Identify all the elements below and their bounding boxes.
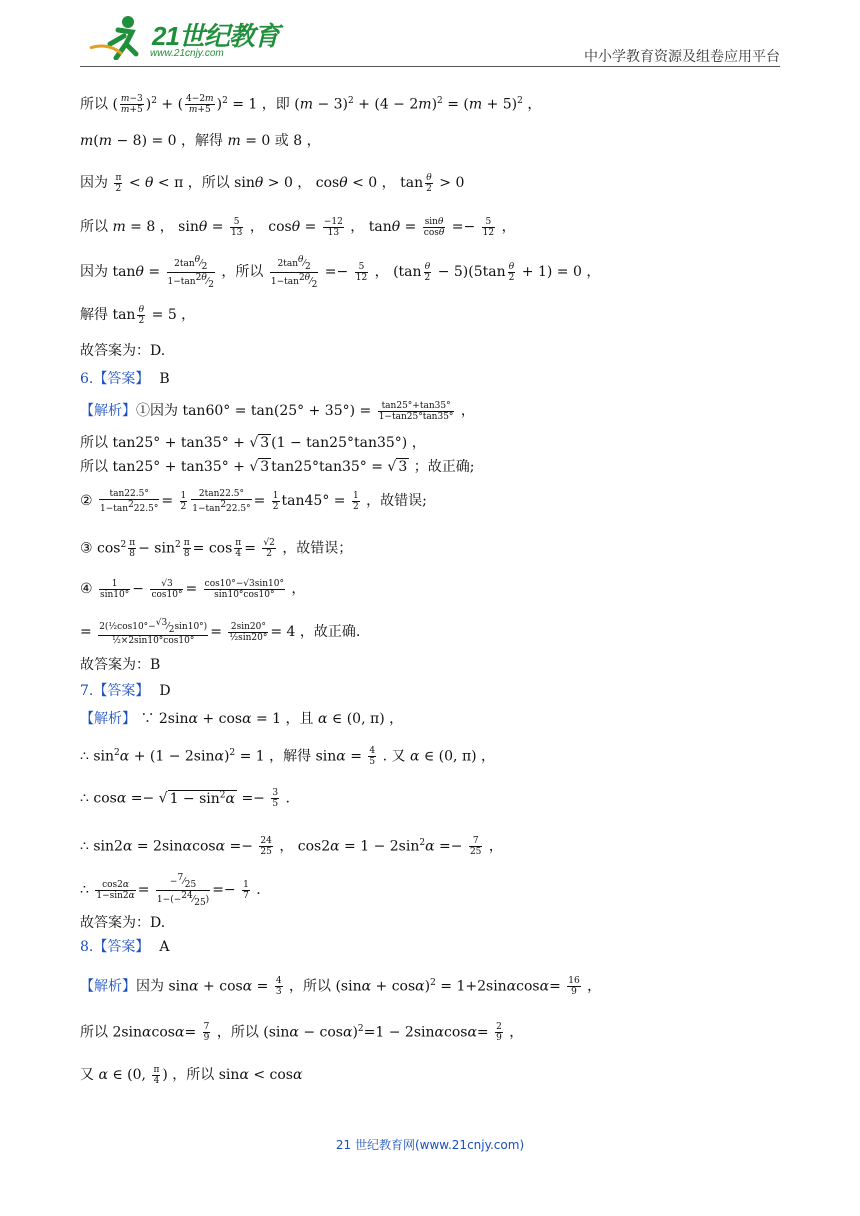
- math-line: ∴ $\frac{\cos 2\alpha}{1-\sin 2\alpha}$ = $\frac{-^7⁄_{25}}{1-(-^{24}⁄_{25})}$ =− $\frac{1}{7}$ .: [80, 872, 261, 908]
- answer-8: 8.【答案】 A: [80, 939, 170, 955]
- logo-url: www.21cnjy.com: [150, 48, 224, 59]
- solution-content: [80, 84, 780, 1092]
- conclusion: 故答案为：B: [80, 657, 161, 673]
- math-line: 【解析】因为 sinα + cosα = $\frac{4}{3}$ ，所以 $(\sin\alpha + \cos\alpha)^2 = 1+2\sin\alpha\cos\alpha=$ $\frac{16}{9}$ ，: [80, 976, 602, 998]
- math-line: 又 α ∈ (0, $\frac{\pi}{4}$ ) ，所以 sinα < cosα: [80, 1064, 303, 1086]
- platform-title: 中小学教育资源及组卷应用平台: [584, 49, 780, 65]
- math-line: 【解析】①因为 tan60° = tan(25° + 35°) = $\frac{\tan 25^\circ+\tan 35^\circ}{1-\tan 25^\circ\tan 35^\circ}$ ，: [80, 400, 475, 422]
- math-line: 因为 tanθ = $\frac{2\tan^\theta⁄_2}{1-\tan^{2\theta}⁄_2}$ ，所以 $\frac{2\tan^\theta⁄_2}{1-\tan^{2\theta}⁄_2}$ =− $\frac{5}{12}$ ， (tan $\frac{\theta}{2}$ − 5)(5tan $\frac{\theta}{2}$ + 1) = 0 ，: [80, 254, 601, 290]
- answer-7: 7.【答案】 D: [80, 683, 171, 699]
- conclusion: 故答案为：D.: [80, 915, 166, 931]
- math-line: ② $\frac{\tan 22.5^\circ}{1-\tan^222.5^\circ}$ = $\frac{1}{2}$ $\frac{2\tan 22.5^\circ}{1-\tan^222.5^\circ}$ = $\frac{1}{2}$ tan45° = $\frac{1}{2}$ ，故错误;: [80, 488, 427, 514]
- math-line: 所以 m = 8 ， sinθ = $\frac{5}{13}$ ， cosθ = $\frac{-12}{13}$ ， tanθ = $\frac{\sin\theta}{\cos\theta}$ =− $\frac{5}{12}$ ，: [80, 216, 516, 238]
- math-line: 所以 tan25° + tan35° + √ 3 tan25°tan35° = √ 3 ；故正确;: [80, 459, 475, 475]
- math-line: 所以 ( $\frac{m-3}{m+5}$ )$^2$ + ( $\frac{4-2m}{m+5}$ )$^2$ = 1 ，即 $(m - 3)^2 + (4 - 2m)^2 = (m + 5)^2$ ，: [80, 94, 542, 116]
- math-line: = $\frac{2(\frac{1}{2}\cos 10^\circ-^{√3}⁄_2\sin 10^\circ)}{\text{½×2sin10°cos10°}}$ = $\frac{2\sin 20^\circ}{\text{½sin20°}}$ = 4 ，故正确.: [80, 618, 361, 646]
- conclusion: 故答案为：D.: [80, 343, 166, 359]
- runner-logo-icon: [88, 14, 148, 60]
- math-line: ∴ sin2α = 2sinαcosα =− $\frac{24}{25}$ ， $\cos 2\alpha = 1 - 2\sin^2\alpha$ =− $\frac{7}{25}$ ，: [80, 836, 503, 858]
- math-line: 所以 2sinαcosα= $\frac{7}{9}$ ，所以 $(\sin\alpha - \cos\alpha)^2=1 - 2\sin\alpha\cos\alpha=$ $\frac{2}{9}$ ，: [80, 1022, 524, 1044]
- page-footer: 21 世纪教育网(www.21cnjy.com): [335, 1138, 525, 1152]
- logo: [88, 14, 328, 60]
- math-line: ④ $\frac{1}{\sin 10^\circ}$ − $\frac{√3}{\cos 10^\circ}$ = $\frac{\cos 10^\circ-√3\sin 10^\circ}{\sin 10^\circ\cos 10^\circ}$ ，: [80, 578, 306, 600]
- math-line: 因为 $\frac{\pi}{2}$ < θ < π ，所以 sinθ > 0 ， cosθ < 0 ， tan $\frac{\theta}{2}$ > 0: [80, 172, 465, 194]
- math-line: ∴ cosα =− √ $1 - \sin^2\alpha$ =− $\frac{3}{5}$ .: [80, 788, 291, 810]
- answer-6: 6.【答案】 B: [80, 371, 170, 387]
- header-divider: [80, 66, 780, 67]
- math-line: ∴ $\sin^2\alpha + (1 - 2\sin\alpha)^2 = 1$ ，解得 sinα = $\frac{4}{5}$ . 又 α ∈ (0, π) ，: [80, 746, 496, 768]
- math-line: ③ $\cos^2$ $\frac{\pi}{8}$ − $\sin^2$ $\frac{\pi}{8}$ = cos $\frac{\pi}{4}$ = $\frac{√2}{2}$ ，故错误；: [80, 538, 353, 560]
- math-line: m(m − 8) = 0 ，解得 m = 0 或 8 ，: [80, 133, 321, 149]
- math-line: 【解析】 ∵ 2sinα + cosα = 1 ，且 α ∈ (0, π) ，: [80, 711, 404, 727]
- logo-text: 21世纪教育: [152, 21, 279, 51]
- page-header: [80, 10, 780, 68]
- math-line: 所以 tan25° + tan35° + √ 3 (1 − tan25°tan35°) ，: [80, 435, 426, 451]
- math-line: 解得 tan $\frac{\theta}{2}$ = 5 ，: [80, 304, 196, 326]
